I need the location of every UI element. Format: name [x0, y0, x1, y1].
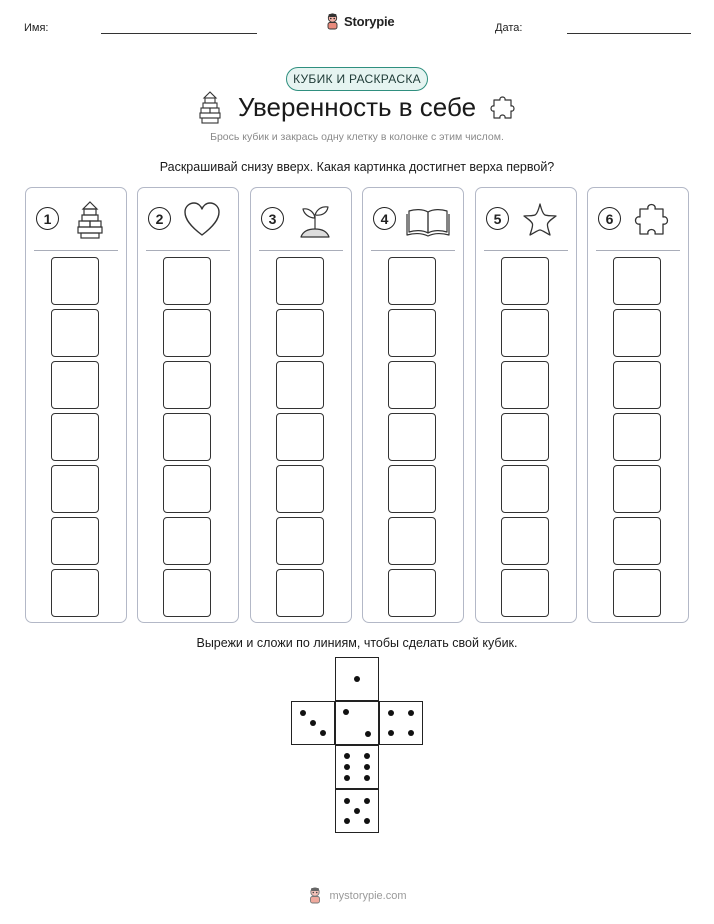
coloring-cell[interactable] [388, 413, 436, 461]
name-label: Имя: [24, 22, 49, 34]
open-book-icon [405, 200, 451, 240]
die-pip [364, 753, 370, 759]
subtitle: Брось кубик и закрась одну клетку в колонке с этим числом. [210, 131, 504, 143]
storypie-mascot-icon [325, 13, 340, 30]
coloring-cell[interactable] [163, 465, 211, 513]
activity-badge: КУБИК И РАСКРАСКА [286, 67, 428, 91]
coloring-cell[interactable] [613, 361, 661, 409]
name-line[interactable] [101, 33, 257, 34]
coloring-cell[interactable] [613, 569, 661, 617]
die-face-2 [335, 701, 379, 745]
coloring-cell[interactable] [51, 257, 99, 305]
coloring-cell[interactable] [163, 361, 211, 409]
heart-icon [182, 200, 222, 240]
coloring-cell[interactable] [276, 361, 324, 409]
die-pip [344, 764, 350, 770]
die-pip [344, 753, 350, 759]
coloring-cell[interactable] [501, 257, 549, 305]
brand-logo [325, 13, 394, 30]
die-pip [364, 764, 370, 770]
die-pip [344, 818, 350, 824]
column-divider [596, 250, 680, 251]
coloring-cell[interactable] [51, 413, 99, 461]
coloring-cell[interactable] [276, 517, 324, 565]
cut-instruction: Вырежи и сложи по линиям, чтобы сделать свой кубик. [196, 636, 518, 650]
coloring-cell[interactable] [276, 309, 324, 357]
coloring-cell[interactable] [501, 465, 549, 513]
coloring-cell[interactable] [51, 517, 99, 565]
die-pip [388, 730, 394, 736]
coloring-cell[interactable] [51, 465, 99, 513]
coloring-cell[interactable] [501, 309, 549, 357]
die-pip [365, 731, 371, 737]
die-pip [344, 775, 350, 781]
coloring-cell[interactable] [613, 257, 661, 305]
coloring-cell[interactable] [276, 257, 324, 305]
column-1 [25, 187, 127, 623]
die-pip [344, 798, 350, 804]
column-number: 2 [148, 207, 171, 230]
coloring-cell[interactable] [501, 569, 549, 617]
brand-name: Storypie [344, 14, 395, 29]
coloring-cell[interactable] [501, 517, 549, 565]
coloring-cell[interactable] [613, 309, 661, 357]
coloring-cell[interactable] [388, 309, 436, 357]
coloring-cell[interactable] [388, 465, 436, 513]
column-divider [484, 250, 568, 251]
page-title: Уверенность в себе [237, 92, 477, 122]
die-pip [354, 676, 360, 682]
die-face-6 [335, 745, 379, 789]
storypie-mascot-icon [307, 887, 323, 904]
column-divider [146, 250, 230, 251]
column-number: 4 [373, 207, 396, 230]
coloring-cell[interactable] [163, 413, 211, 461]
die-face-3 [291, 701, 335, 745]
die-pip [364, 798, 370, 804]
die-pip [320, 730, 326, 736]
die-pip [364, 775, 370, 781]
star-icon [520, 200, 560, 240]
coloring-cell[interactable] [388, 569, 436, 617]
column-2 [137, 187, 239, 623]
footer-url[interactable]: mystorypie.com [329, 889, 407, 902]
coloring-cell[interactable] [276, 465, 324, 513]
die-face-1 [335, 657, 379, 701]
coloring-cell[interactable] [501, 413, 549, 461]
column-number: 5 [486, 207, 509, 230]
die-pip [354, 808, 360, 814]
column-5 [475, 187, 577, 623]
column-3 [250, 187, 352, 623]
puzzle-piece-icon [632, 200, 672, 240]
coloring-cell[interactable] [613, 517, 661, 565]
coloring-cell[interactable] [388, 517, 436, 565]
coloring-cell[interactable] [276, 569, 324, 617]
sprout-icon [295, 200, 335, 240]
column-divider [371, 250, 455, 251]
coloring-cell[interactable] [276, 413, 324, 461]
die-pip [364, 818, 370, 824]
die-pip [343, 709, 349, 715]
column-number: 1 [36, 207, 59, 230]
coloring-cell[interactable] [163, 517, 211, 565]
die-pip [408, 730, 414, 736]
column-divider [34, 250, 118, 251]
coloring-cell[interactable] [51, 569, 99, 617]
die-face-5 [335, 789, 379, 833]
coloring-cell[interactable] [163, 569, 211, 617]
column-4 [362, 187, 464, 623]
coloring-cell[interactable] [163, 257, 211, 305]
coloring-cell[interactable] [388, 257, 436, 305]
puzzle-piece-icon [490, 94, 516, 122]
die-pip [388, 710, 394, 716]
coloring-cell[interactable] [51, 309, 99, 357]
date-label: Дата: [495, 22, 523, 34]
coloring-cell[interactable] [613, 465, 661, 513]
column-6 [587, 187, 689, 623]
coloring-instruction: Раскрашивай снизу вверх. Какая картинка достигнет верха первой? [159, 160, 555, 174]
die-pip [310, 720, 316, 726]
coloring-cell[interactable] [613, 413, 661, 461]
coloring-cell[interactable] [501, 361, 549, 409]
column-number: 6 [598, 207, 621, 230]
coloring-cell[interactable] [51, 361, 99, 409]
column-divider [259, 250, 343, 251]
coloring-cell[interactable] [163, 309, 211, 357]
die-pip [300, 710, 306, 716]
coloring-cell[interactable] [388, 361, 436, 409]
die-face-4 [379, 701, 423, 745]
date-line[interactable] [567, 33, 691, 34]
blocks-tower-icon [70, 200, 110, 240]
column-number: 3 [261, 207, 284, 230]
footer [0, 887, 714, 904]
die-pip [408, 710, 414, 716]
